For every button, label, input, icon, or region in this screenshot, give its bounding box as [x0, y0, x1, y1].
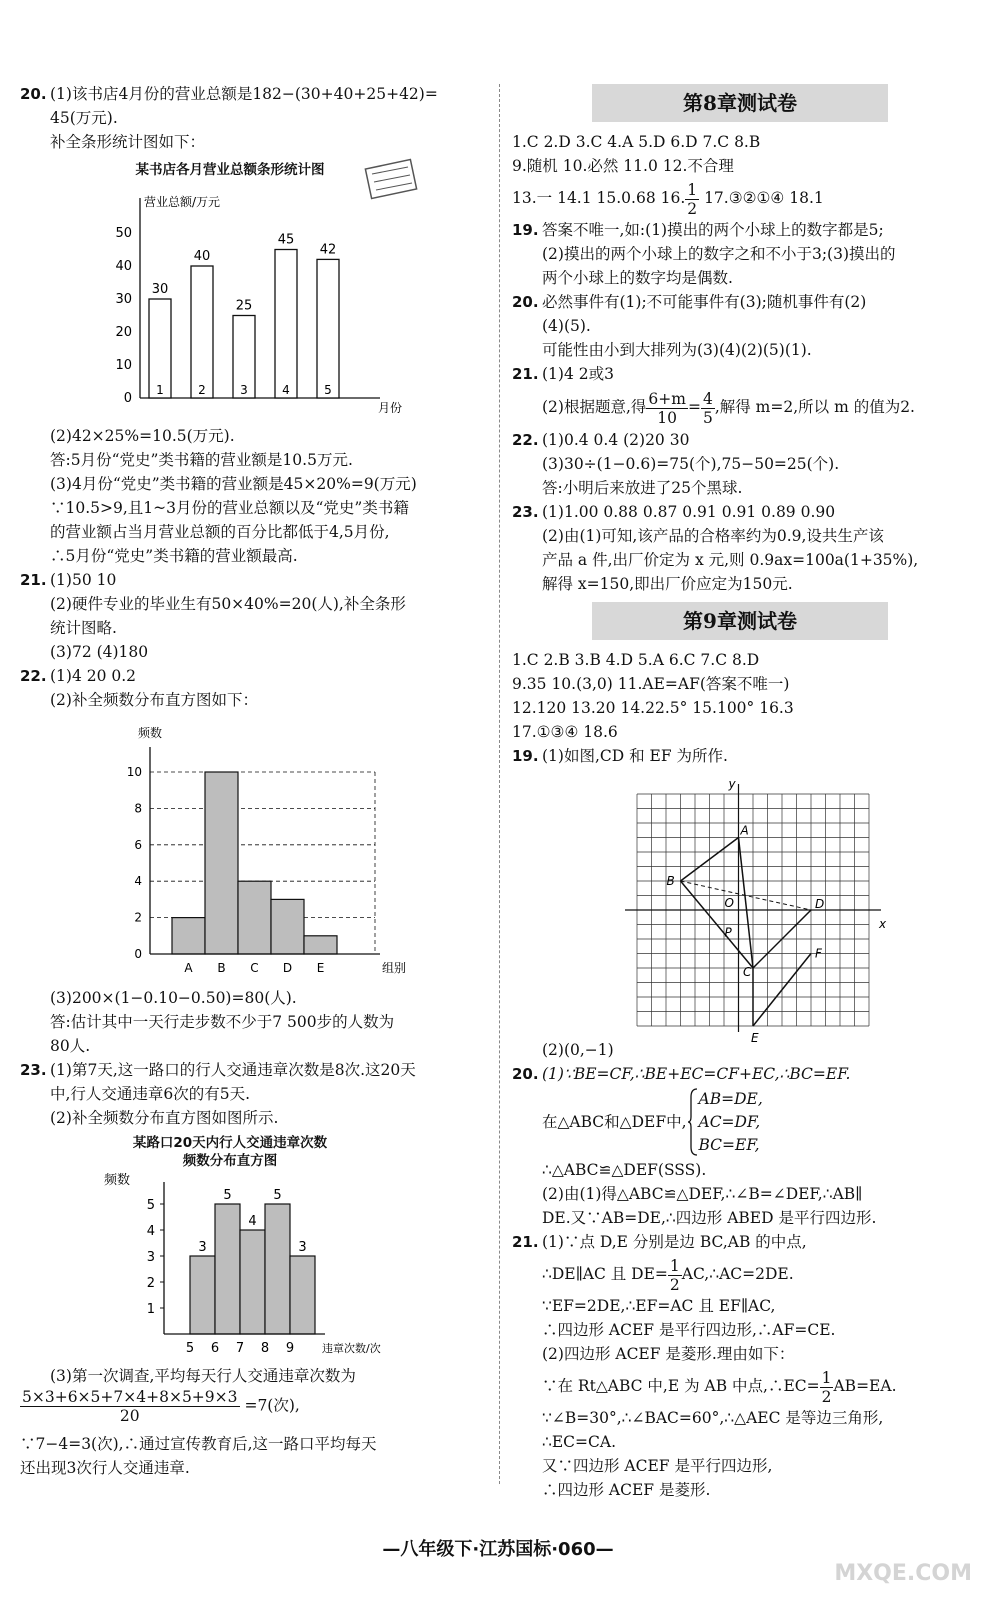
y-tick-label: 6: [134, 837, 142, 852]
x-tick-label: 5: [185, 1341, 195, 1356]
answer-line: (1)50 10: [50, 571, 117, 589]
x-tick-label: 9: [285, 1341, 295, 1356]
answer-line: 答:小明后来放进了25个黑球.: [542, 479, 743, 497]
answer-line: (2)四边形 ACEF 是菱形.理由如下：: [542, 1345, 795, 1363]
answer-text: ∵在 Rt△ABC 中,E 为 AB 中点,∴EC=: [542, 1377, 820, 1395]
fraction-denominator: 5: [702, 408, 713, 427]
revenue-bar-chart-svg: [20, 158, 490, 420]
chapter-8-title: 第8章测试卷: [592, 84, 888, 122]
fraction: [668, 1257, 682, 1294]
answer-text: 在△ABC和△DEF中,: [542, 1113, 687, 1131]
data-label: 42: [319, 242, 337, 258]
fraction: [20, 1388, 240, 1425]
x-tick-label: 3: [240, 383, 248, 397]
ch8-question-20: [512, 290, 982, 362]
answer-line: 9.35 10.(3,0) 11.AE=AF(答案不唯一): [512, 675, 790, 693]
answer-line: 补全条形统计图如下：: [50, 133, 206, 151]
equation: AB=DE,: [698, 1089, 763, 1108]
x-axis-label: 组别: [382, 961, 407, 975]
system-line: [542, 1086, 982, 1158]
fraction-denominator: 10: [657, 408, 678, 427]
fraction-numerator: 1: [821, 1368, 832, 1387]
y-tick-label: 50: [115, 226, 132, 241]
answer-line: (3)30÷(1−0.6)=75(个),75−50=25(个).: [542, 455, 840, 473]
frequency-histogram: [20, 716, 490, 982]
bar: [205, 772, 238, 954]
ch8-question-23: [512, 500, 982, 596]
x-axis-label: x: [879, 917, 887, 931]
answer-text: 17.③②①④ 18.1: [699, 189, 824, 207]
answer-line: 80人.: [50, 1037, 91, 1055]
ch8-question-21: [512, 362, 982, 428]
x-tick-label: 2: [198, 383, 206, 397]
coordinate-grid-figure: [512, 772, 982, 1045]
answer-line: 答:估计其中一天行走步数不少于7 500步的人数为: [50, 1013, 395, 1031]
page-footer: —八年级下·江苏国标·060—: [382, 1539, 614, 1560]
column-divider: [499, 84, 500, 1484]
answer-line: ∴四边形 ACEF 是菱形.: [542, 1481, 711, 1499]
brace-icon: [687, 1087, 699, 1157]
y-tick-label: 3: [146, 1250, 155, 1265]
answer-line: 答案不唯一,如:(1)摸出的两个小球上的数字都是5;: [542, 221, 884, 239]
answer-text: AC,∴AC=2DE.: [681, 1265, 794, 1283]
question-number: 23.: [20, 1061, 47, 1079]
answer-text: (2)根据题意,得: [542, 398, 647, 416]
point-label-f: F: [815, 946, 822, 961]
fraction-denominator: 2: [687, 199, 698, 218]
x-tick-label: 4: [282, 383, 290, 397]
bar: [191, 266, 213, 398]
answer-line: (2)补全频数分布直方图如图所示.: [50, 1109, 279, 1127]
data-label: 5: [223, 1188, 232, 1203]
data-label: 40: [193, 249, 211, 264]
x-tick-label: E: [316, 961, 325, 975]
answer-line: 统计图略.: [50, 619, 117, 637]
answer-line: (2)补全频数分布直方图如下：: [50, 691, 258, 709]
answer-line: ∵∠B=30°,∴∠BAC=60°,∴△AEC 是等边三角形,: [542, 1409, 884, 1427]
answer-line: 可能性由小到大排列为(3)(4)(2)(5)(1).: [542, 341, 812, 359]
y-tick-label: 30: [115, 292, 132, 307]
answer-line: (2)由(1)得△ABC≌△DEF,∴∠B=∠DEF,∴AB∥: [542, 1185, 863, 1203]
answer-line: (2)摸出的两个小球上的数字之和不小于3;(3)摸出的: [542, 245, 896, 263]
y-axis-label: y: [728, 777, 736, 791]
answer-line: (1)如图,CD 和 EF 为所作.: [542, 747, 728, 765]
y-tick-label: 4: [134, 874, 142, 889]
data-label: 25: [235, 298, 253, 314]
answer-line: 17.①③④ 18.6: [512, 723, 618, 741]
ch9-question-19: [512, 744, 982, 768]
bar: [317, 259, 339, 398]
question-20: [20, 82, 490, 154]
y-tick-label: 40: [115, 259, 132, 274]
bar: [271, 899, 304, 954]
fraction-denominator: 20: [119, 1407, 140, 1425]
equation: AC=DF,: [698, 1112, 761, 1131]
data-label: 45: [277, 232, 295, 248]
fraction-numerator: 6+m: [648, 389, 686, 408]
answer-line: (1)∵BE=CF,∴BE+EC=CF+EC,∴BC=EF.: [542, 1065, 851, 1083]
y-tick-label: 10: [115, 358, 132, 373]
data-label: 4: [248, 1214, 257, 1229]
answer-line: (2)硬件专业的毕业生有50×40%=20(人),补全条形: [50, 595, 406, 613]
question-number: 21.: [512, 1233, 539, 1251]
answer-line: 的营业额占当月营业总额的百分比都低于4,5月份,: [50, 523, 390, 541]
answer-line: ∵7−4=3(次),∴通过宣传教育后,这一路口平均每天: [20, 1435, 377, 1453]
point-label-d: D: [815, 897, 825, 911]
data-label: 5: [273, 1188, 282, 1203]
question-number: 20.: [512, 1065, 539, 1083]
violation-histogram-svg: [20, 1134, 490, 1360]
answer-line: (2)42×25%=10.5(万元).: [50, 427, 235, 445]
answer-line: 45(万元).: [50, 109, 118, 127]
x-tick-label: 8: [260, 1341, 270, 1356]
question-number: 23.: [512, 503, 539, 521]
system-equations: [699, 1088, 763, 1157]
question-21: [20, 568, 490, 664]
equals-sign: =: [687, 398, 701, 416]
fraction-numerator: 5×3+6×5+7×4+8×5+9×3: [22, 1388, 238, 1406]
answer-line: ∴四边形 ACEF 是平行四边形,∴AF=CE.: [542, 1321, 836, 1339]
bar: [265, 1204, 290, 1334]
answer-line: 产品 a 件,出厂价定为 x 元,则 0.9ax=100a(1+35%),: [542, 551, 919, 569]
answer-text: ∴DE∥AC 且 DE=: [542, 1265, 668, 1283]
y-tick-label: 4: [146, 1224, 155, 1239]
equation: BC=EF,: [698, 1135, 760, 1154]
question-number: 21.: [512, 365, 539, 383]
question-number: 22.: [512, 431, 539, 449]
answer-line: 9.随机 10.必然 11.0 12.不合理: [512, 157, 734, 175]
bar: [304, 936, 337, 954]
point-label-e: E: [751, 1031, 759, 1045]
answer-line: (3)4月份“党史”类书籍的营业额是45×20%=9(万元): [50, 475, 417, 493]
fraction-numerator: 4: [702, 389, 713, 408]
answer-line: 两个小球上的数字均是偶数.: [542, 269, 733, 287]
answer-line: (2)由(1)可知,该产品的合格率约为0.9,设共生产该: [542, 527, 884, 545]
answer-line: (1)4 20 0.2: [50, 667, 137, 685]
x-axis-label: 违章次数/次: [322, 1342, 381, 1355]
answer-line: (1)1.00 0.88 0.87 0.91 0.91 0.89 0.90: [542, 503, 836, 521]
x-tick-label: B: [217, 961, 226, 975]
right-column: [512, 82, 982, 1502]
answer-line: DE.又∵AB=DE,∴四边形 ABED 是平行四边形.: [542, 1209, 877, 1227]
x-tick-label: C: [250, 961, 259, 975]
answer-line: 必然事件有(1);不可能事件有(3);随机事件有(2): [542, 293, 867, 311]
fraction-denominator: 2: [821, 1387, 832, 1406]
ch9-question-20: [512, 1062, 982, 1230]
y-tick-label: 8: [134, 801, 142, 816]
fraction: [646, 390, 688, 427]
bar: [290, 1256, 315, 1334]
answer-line: (4)(5).: [542, 317, 591, 335]
stamp-icon: [365, 160, 416, 199]
answer-line: (1)∵点 D,E 分别是边 BC,AB 的中点,: [542, 1233, 807, 1251]
frequency-histogram-svg: [20, 716, 490, 982]
x-tick-label: 1: [156, 383, 164, 397]
answer-line: 答:5月份“党史”类书籍的营业额是10.5万元.: [50, 451, 353, 469]
ch8-question-22: [512, 428, 982, 500]
y-tick-label: 0: [134, 947, 142, 961]
answer-line: (1)第7天,这一路口的行人交通违章次数是8次.这20天: [50, 1061, 416, 1079]
answer-line: [512, 178, 982, 218]
answer-line: 12.120 13.20 14.22.5° 15.100° 16.3: [512, 699, 794, 717]
answer-line: 解得 x=150,即出厂价应定为150元.: [542, 575, 793, 593]
point-label-c: C: [743, 965, 752, 979]
answer-text: 13.一 14.1 15.0.68 16.: [512, 189, 686, 207]
question-number: 19.: [512, 747, 539, 765]
x-tick-label: 6: [210, 1341, 220, 1356]
point-label-o: O: [724, 896, 734, 910]
chart-title: 某路口20天内行人交通违章次数: [132, 1135, 328, 1151]
answer-line: 1.C 2.B 3.B 4.D 5.A 6.C 7.C 8.D: [512, 651, 760, 669]
y-tick-label: 20: [115, 325, 132, 340]
question-number: 20.: [20, 85, 47, 103]
x-tick-label: 5: [324, 383, 332, 397]
answer-line: 中,行人交通违章6次的有5天.: [50, 1085, 251, 1103]
answer-line: [542, 1366, 982, 1406]
chart-subtitle: 频数分布直方图: [182, 1153, 278, 1169]
y-axis-label: 频数: [104, 1173, 131, 1188]
revenue-bar-chart: [20, 158, 490, 420]
watermark-logo: MXQE.COM: [834, 1561, 972, 1586]
answer-line: [542, 386, 982, 428]
y-tick-label: 5: [146, 1198, 155, 1213]
bar: [275, 250, 297, 399]
chapter-9-title: 第9章测试卷: [592, 602, 888, 640]
fraction: [820, 1369, 834, 1406]
y-tick-label: 1: [146, 1302, 155, 1317]
y-tick-label: 10: [126, 765, 142, 779]
answer-line: (3)200×(1−0.10−0.50)=80(人).: [50, 989, 297, 1007]
answer-line: ∴EC=CA.: [542, 1433, 617, 1451]
answer-line: [542, 1254, 982, 1294]
fraction-numerator: 1: [669, 1256, 680, 1275]
data-label: 3: [298, 1240, 307, 1255]
left-column: [20, 82, 490, 1480]
question-23: [20, 1058, 490, 1130]
y-tick-label: 2: [146, 1276, 155, 1291]
answer-line: 1.C 2.D 3.C 4.A 5.D 6.D 7.C 8.B: [512, 133, 761, 151]
segment-ac: [739, 838, 754, 969]
fraction-line: [22, 1388, 490, 1432]
answer-line: 又∵四边形 ACEF 是平行四边形,: [542, 1457, 773, 1475]
bar: [238, 881, 271, 954]
data-label: 3: [198, 1240, 207, 1255]
bar: [190, 1256, 215, 1334]
y-tick-label: 0: [123, 391, 132, 406]
fraction: [701, 390, 715, 427]
point-label-a: A: [740, 823, 749, 838]
answer-line: 还出现3次行人交通违章.: [20, 1459, 190, 1477]
fraction-denominator: 2: [669, 1275, 680, 1294]
x-axis-label: 月份: [378, 401, 403, 415]
question-number: 20.: [512, 293, 539, 311]
coordinate-grid-svg: [512, 772, 982, 1045]
x-tick-label: A: [184, 961, 193, 975]
x-tick-label: 7: [235, 1341, 245, 1356]
answer-line: ∵EF=2DE,∴EF=AC 且 EF∥AC,: [542, 1297, 776, 1315]
answer-line: (1)0.4 0.4 (2)20 30: [542, 431, 690, 449]
question-number: 19.: [512, 221, 539, 239]
answer-line: (1)4 2或3: [542, 365, 614, 383]
answer-line: (3)72 (4)180: [50, 643, 149, 661]
chart-title: 某书店各月营业总额条形统计图: [135, 162, 325, 178]
fraction-numerator: 1: [687, 180, 698, 199]
violation-histogram: [20, 1134, 490, 1360]
answer-line: ∴△ABC≌△DEF(SSS).: [542, 1161, 707, 1179]
question-number: 21.: [20, 571, 47, 589]
answer-line: ∴5月份“党史”类书籍的营业额最高.: [50, 547, 298, 565]
answer-line: (1)该书店4月份的营业总额是182−(30+40+25+42)=: [50, 85, 438, 103]
bar: [240, 1230, 265, 1334]
y-axis-label: 频数: [138, 726, 163, 740]
point-label-b: B: [666, 874, 675, 888]
answer-line: (3)第一次调查,平均每天行人交通违章次数为: [50, 1367, 356, 1385]
answer-text: ,解得 m=2,所以 m 的值为2.: [714, 398, 915, 416]
answer-line: (2)(0,−1): [542, 1041, 614, 1059]
fraction: [685, 181, 699, 218]
data-label: 30: [151, 282, 169, 297]
bar: [215, 1204, 240, 1334]
bar: [172, 918, 205, 954]
y-axis-label: 营业总额/万元: [144, 195, 221, 209]
question-number: 22.: [20, 667, 47, 685]
y-tick-label: 2: [134, 910, 142, 925]
x-tick-label: D: [282, 961, 293, 975]
point-label-p: P: [724, 925, 732, 940]
question-22: [20, 664, 490, 712]
answer-line: ∵10.5>9,且1~3月份的营业总额以及“党史”类书籍: [50, 499, 409, 517]
answer-text: AB=EA.: [833, 1377, 897, 1395]
ch9-question-21: [512, 1230, 982, 1502]
ch8-question-19: [512, 218, 982, 290]
fraction-result: =7(次),: [244, 1396, 300, 1415]
